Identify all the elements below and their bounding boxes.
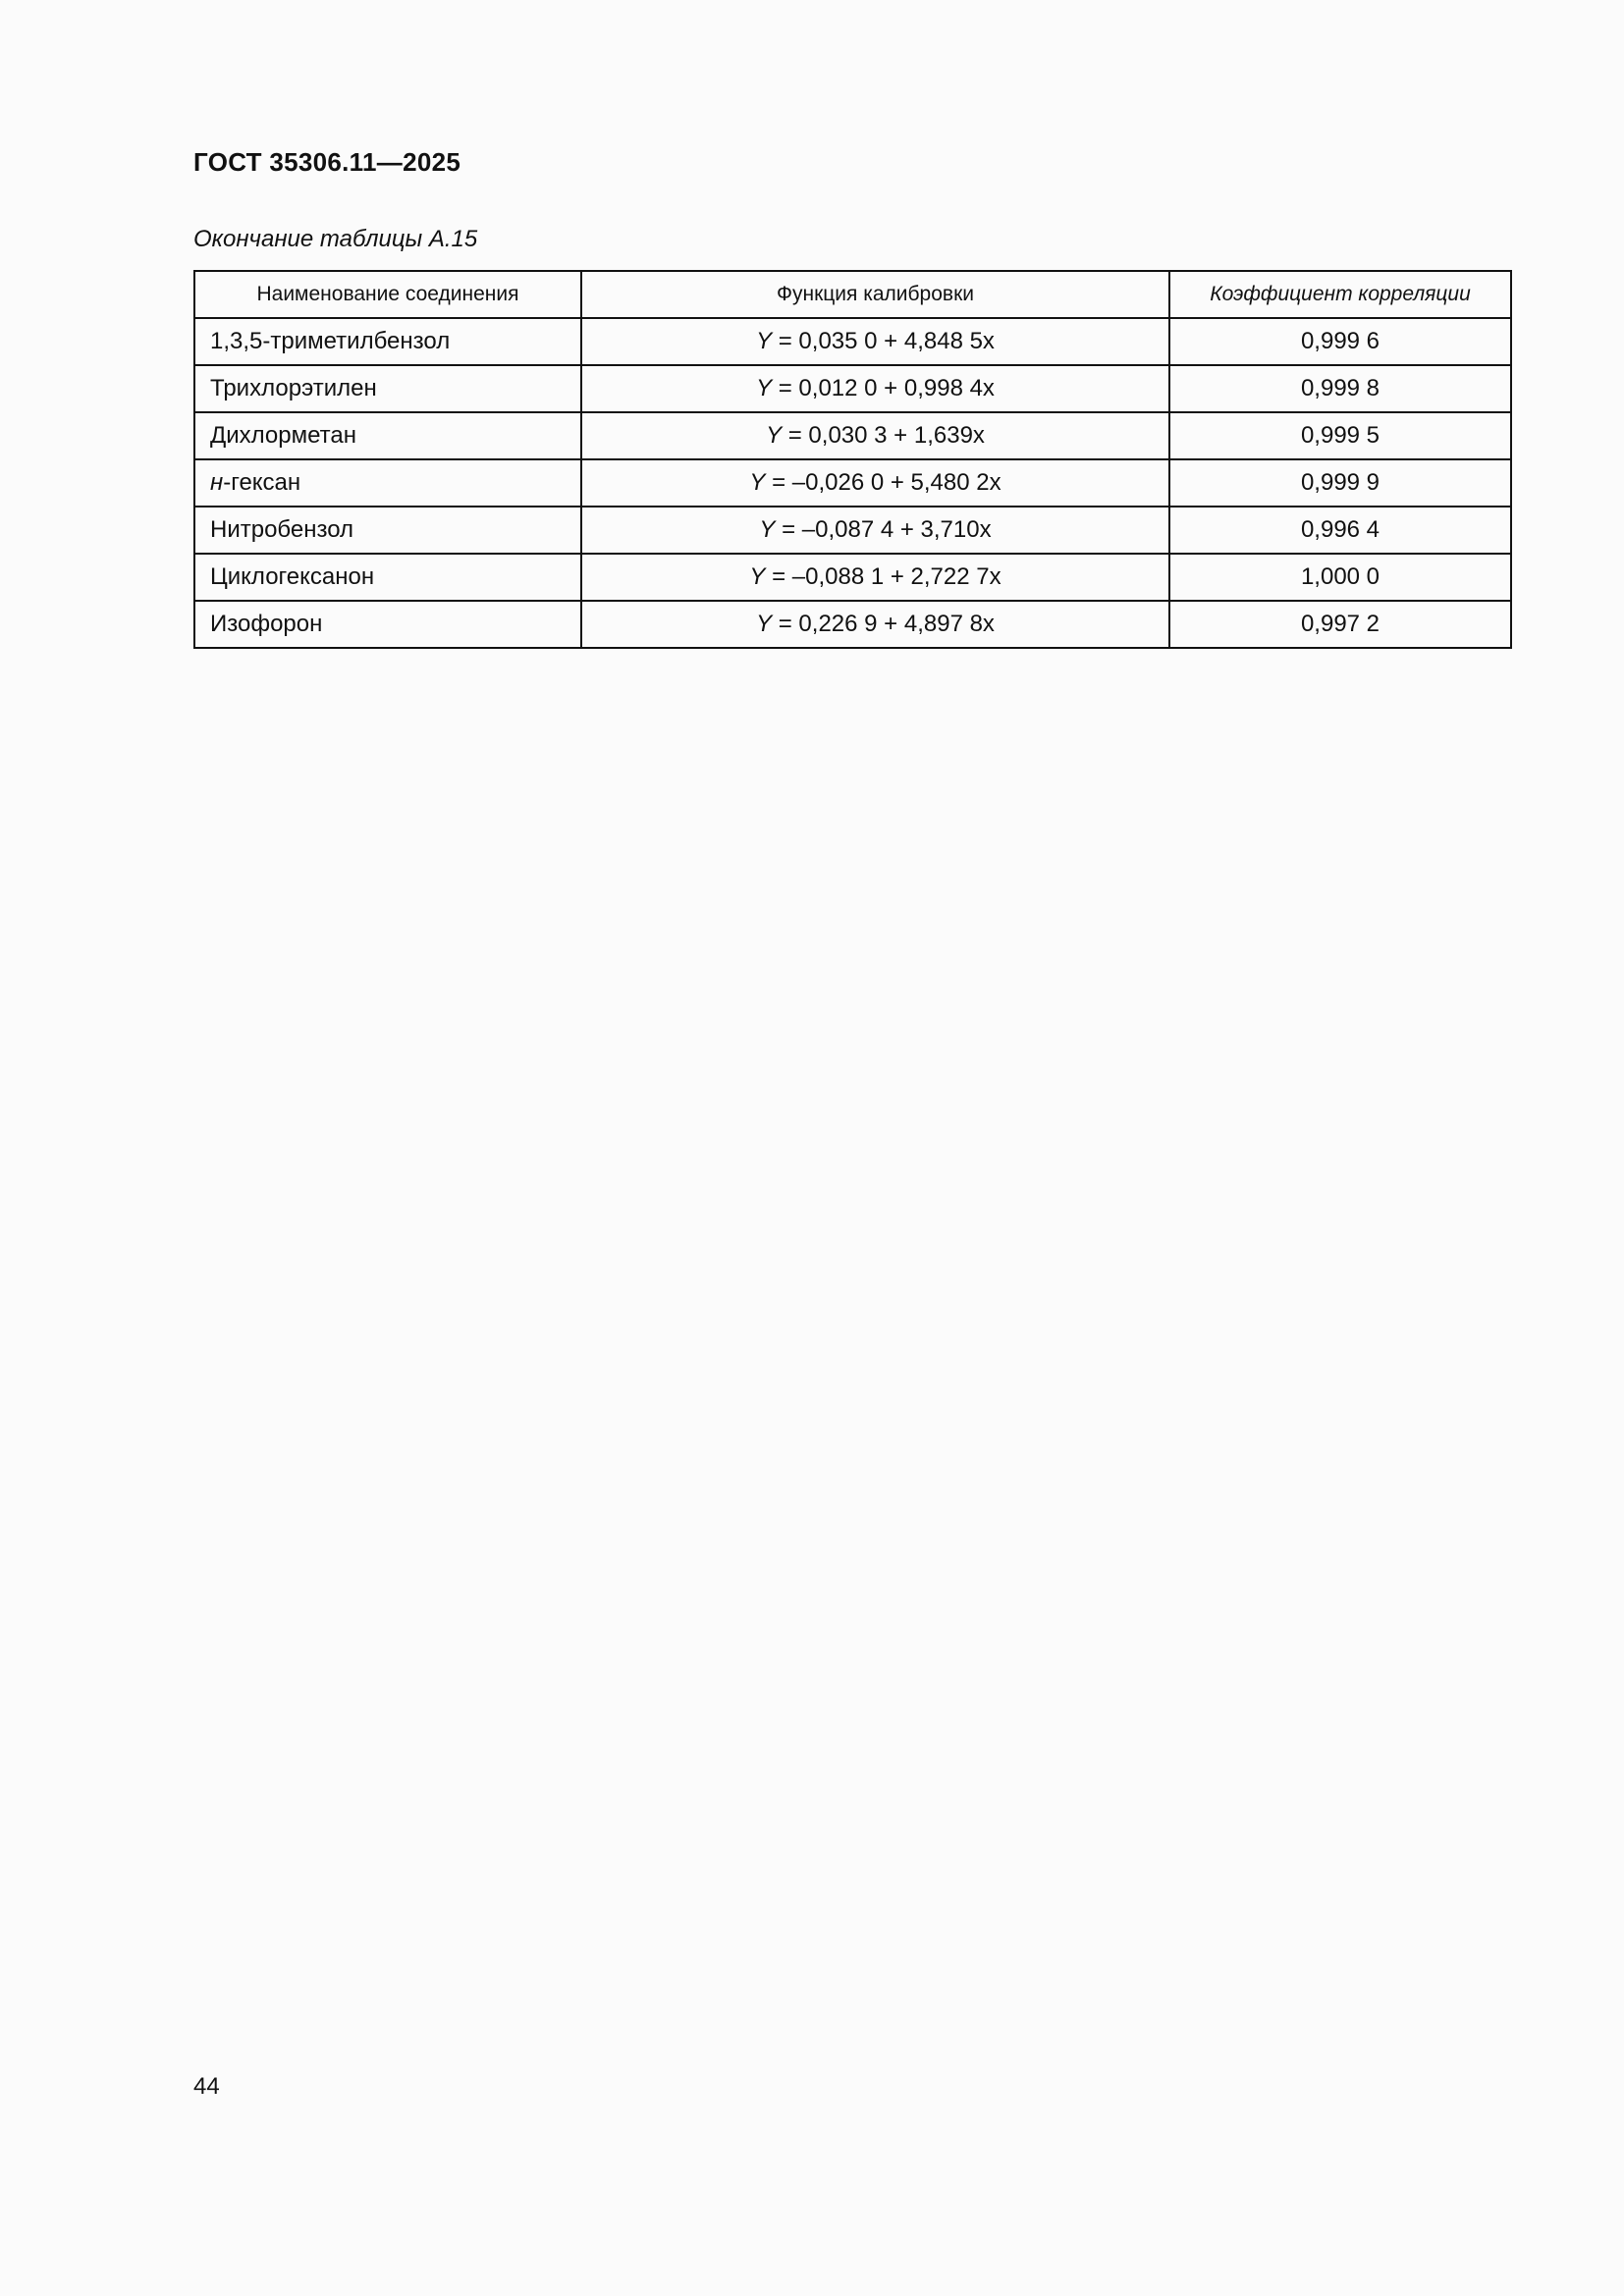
calibration-function-cell xyxy=(581,601,1169,648)
correlation-coefficient-cell: 0,999 5 xyxy=(1169,412,1511,459)
correlation-coefficient-cell: 0,999 8 xyxy=(1169,365,1511,412)
function-variable: Y xyxy=(756,328,773,354)
table-row xyxy=(194,601,1511,648)
function-expression: = 0,035 0 + 4,848 5x xyxy=(772,328,995,354)
table-row xyxy=(194,459,1511,507)
compound-name: -гексан xyxy=(223,469,301,496)
correlation-coefficient-cell: 0,997 2 xyxy=(1169,601,1511,648)
correlation-coefficient-cell: 0,999 9 xyxy=(1169,459,1511,507)
function-expression: = –0,087 4 + 3,710x xyxy=(775,516,992,543)
table-header-row xyxy=(194,271,1511,318)
calibration-function-cell xyxy=(581,459,1169,507)
calibration-function-cell xyxy=(581,318,1169,365)
correlation-coefficient-cell: 0,999 6 xyxy=(1169,318,1511,365)
compound-name: Изофорон xyxy=(210,611,323,637)
function-variable: Y xyxy=(749,563,766,590)
function-expression: = 0,030 3 + 1,639x xyxy=(782,422,985,449)
compound-name-cell xyxy=(194,318,581,365)
compound-name-prefix: н xyxy=(210,469,224,496)
calibration-function-cell xyxy=(581,507,1169,554)
compound-name: 1,3,5-триметилбензол xyxy=(210,328,451,354)
function-expression: = 0,226 9 + 4,897 8x xyxy=(772,611,995,637)
calibration-function-cell xyxy=(581,365,1169,412)
function-variable: Y xyxy=(766,422,783,449)
table-row xyxy=(194,318,1511,365)
correlation-coefficient-cell: 0,996 4 xyxy=(1169,507,1511,554)
function-expression: = –0,088 1 + 2,722 7x xyxy=(765,563,1001,590)
compound-name: Дихлорметан xyxy=(210,422,357,449)
table-row xyxy=(194,412,1511,459)
correlation-coefficient-cell: 1,000 0 xyxy=(1169,554,1511,601)
compound-name-cell xyxy=(194,554,581,601)
calibration-function-cell xyxy=(581,554,1169,601)
compound-name-cell xyxy=(194,459,581,507)
calibration-function-cell xyxy=(581,412,1169,459)
table-row xyxy=(194,554,1511,601)
function-variable: Y xyxy=(756,375,773,401)
compound-name: Циклогексанон xyxy=(210,563,375,590)
page-number: 44 xyxy=(193,2073,220,2100)
function-expression: = 0,012 0 + 0,998 4x xyxy=(772,375,995,401)
function-expression: = –0,026 0 + 5,480 2x xyxy=(765,469,1001,496)
compound-name-cell xyxy=(194,412,581,459)
function-variable: Y xyxy=(749,469,766,496)
compound-name: Нитробензол xyxy=(210,516,354,543)
document-header: ГОСТ 35306.11—2025 xyxy=(193,147,461,177)
table-caption: Окончание таблицы А.15 xyxy=(193,226,478,252)
column-header-calibration-function: Функция калибровки xyxy=(581,271,1169,318)
table-row xyxy=(194,365,1511,412)
calibration-table xyxy=(193,270,1512,649)
column-header-correlation-coefficient: Коэффициент корреляции xyxy=(1169,271,1511,318)
table-body xyxy=(194,318,1511,648)
function-variable: Y xyxy=(756,611,773,637)
column-header-compound-name: Наименование соединения xyxy=(194,271,581,318)
function-variable: Y xyxy=(759,516,776,543)
compound-name: Трихлорэтилен xyxy=(210,375,377,401)
table-row xyxy=(194,507,1511,554)
compound-name-cell xyxy=(194,365,581,412)
compound-name-cell xyxy=(194,601,581,648)
compound-name-cell xyxy=(194,507,581,554)
